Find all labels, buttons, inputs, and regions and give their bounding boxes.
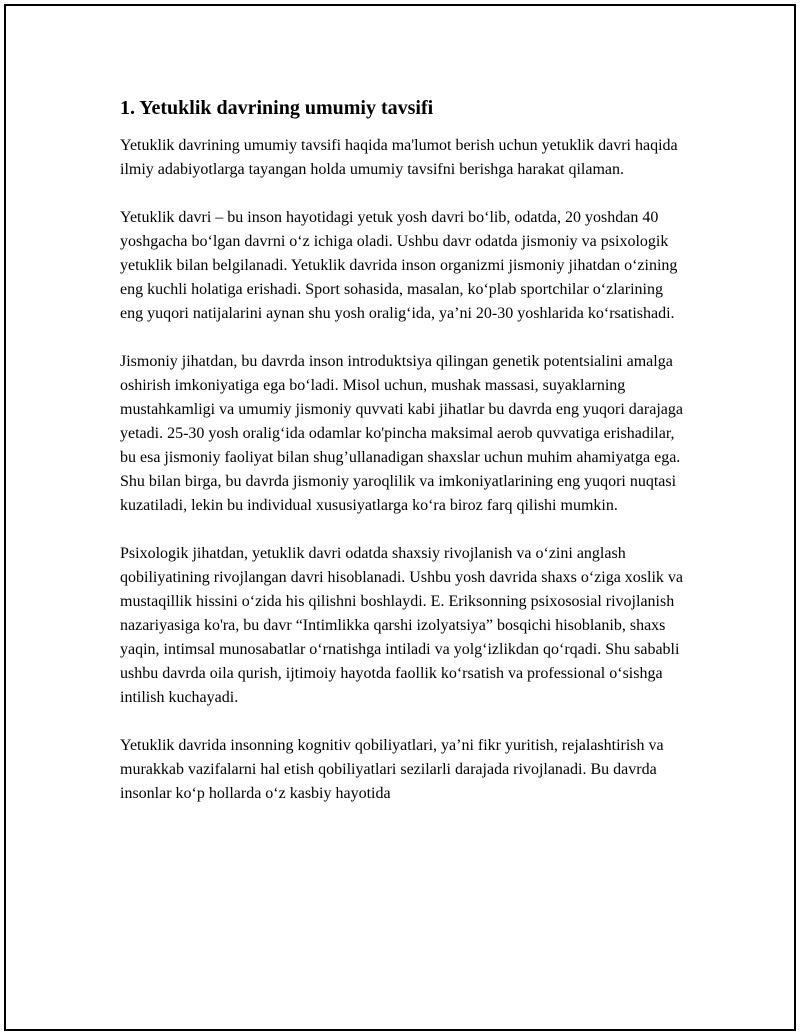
paragraph-physical: Jismoniy jihatdan, bu davrda inson introduktsiya qilingan genetik potentsialini amalga oshirish imkoniyatiga ega bo‘ladi. Misol uchun, mushak massasi, suyaklarning mustahkamligi va umumiy jismoniy quvvati kabi jihatlar bu davrda eng yuqori darajaga yetadi. 25-30 yosh oralig‘ida odamlar ko'pincha maksimal aerob quvvatiga erishadilar, bu esa jismoniy faoliyat bilan shug’ullanadigan shaxslar uchun muhim ahamiyatga ega. Shu bilan birga, bu davrda jismoniy yaroqlilik va imkoniyatlarining eng yuqori nuqtasi kuzatiladi, lekin bu individual xususiyatlarga ko‘ra biroz farq qilishi mumkin. xyxy=(120,353,683,514)
paragraph-psychological: Psixologik jihatdan, yetuklik davri odatda shaxsiy rivojlanish va o‘zini anglash qobiliyatining rivojlangan davri hisoblanadi. Ushbu yosh davrida shaxs o‘ziga xoslik va mustaqillik hissini o‘zida his qilishni boshlaydi. E. Eriksonning psixososial rivojlanish nazariyasiga ko'ra, bu davr “Intimlikka qarshi izolyatsiya” bosqichi hisoblanib, shaxs yaqin, intimsal munosabatlar o‘rnatishga intiladi va yolg‘izlikdan qo‘rqadi. Shu sababli ushbu davrda oila qurish, ijtimoiy hayotda faollik ko‘rsatish va professional o‘sishga intilish kuchayadi. xyxy=(120,545,684,706)
document-page xyxy=(4,4,796,1031)
section-heading: 1. Yetuklik davrining umumiy tavsifi xyxy=(120,97,434,119)
paragraph-cognitive: Yetuklik davrida insonning kognitiv qobiliyatlari, ya’ni fikr yuritish, rejalashtirish va murakkab vazifalarni hal etish qobiliyatlari sezilarli darajada rivojlanadi. Bu davrda insonlar ko‘p hollarda o‘z kasbiy hayotida xyxy=(120,737,664,802)
paragraph-intro: Yetuklik davrining umumiy tavsifi haqida ma'lumot berish uchun yetuklik davri haqida ilmiy adabiyotlarga tayangan holda umumiy tavsifni berishga harakat qilaman. xyxy=(120,137,678,178)
document-body xyxy=(120,94,690,830)
paragraph-definition: Yetuklik davri – bu inson hayotidagi yetuk yosh davri bo‘lib, odatda, 20 yoshdan 40 yoshgacha bo‘lgan davrni o‘z ichiga oladi. Ushbu davr odatda jismoniy va psixologik yetuklik bilan belgilanadi. Yetuklik davrida inson organizmi jismoniy jihatdan o‘zining eng kuchli holatiga erishadi. Sport sohasida, masalan, ko‘plab sportchilar o‘zlarining eng yuqori natijalarini aynan shu yosh oralig‘ida, ya’ni 20-30 yoshlarida ko‘rsatishadi. xyxy=(120,209,678,322)
